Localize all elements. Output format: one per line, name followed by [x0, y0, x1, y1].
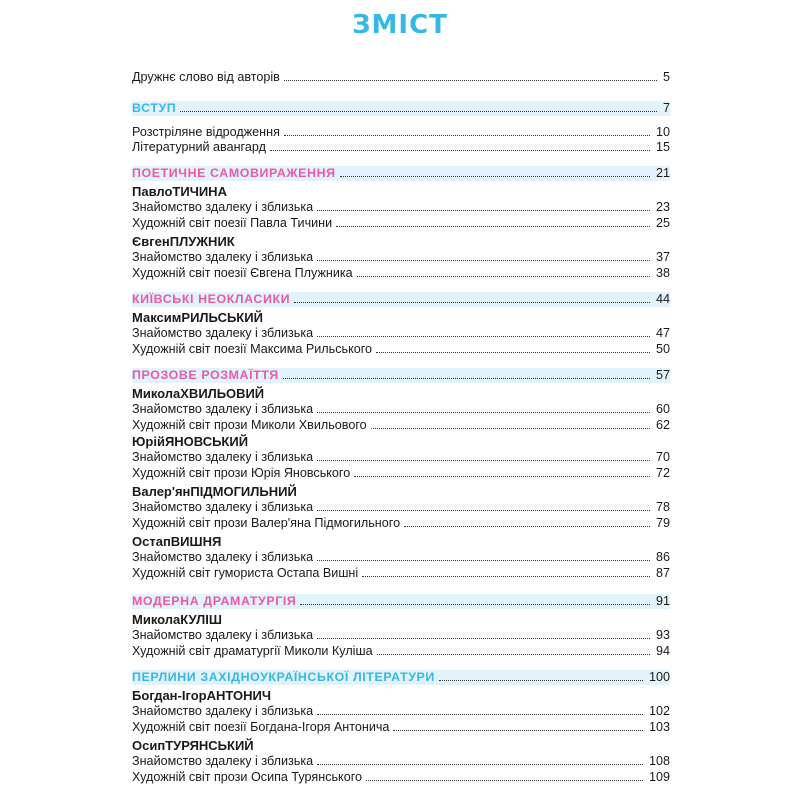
entry-title: Художній світ прози Миколи Хвильового	[132, 418, 367, 432]
section-title: ПРОЗОВЕ РОЗМАЇТТЯ	[132, 368, 279, 382]
dot-leader	[357, 276, 650, 277]
dot-leader	[317, 336, 650, 337]
toc-entry	[132, 566, 670, 581]
author-first-name: Павло	[132, 184, 173, 199]
dot-leader	[317, 764, 643, 765]
toc-section	[132, 166, 670, 181]
page-number: 60	[655, 402, 670, 416]
toc-author	[132, 310, 670, 325]
page-number: 10	[655, 125, 670, 139]
dot-leader	[362, 576, 650, 577]
toc-entry	[132, 516, 670, 531]
toc-author	[132, 612, 670, 627]
dot-leader	[317, 412, 650, 413]
dot-leader	[317, 260, 650, 261]
author-first-name: Євген	[132, 234, 170, 249]
page-number: 25	[655, 216, 670, 230]
page-number: 86	[655, 550, 670, 564]
entry-title: Художній світ поезії Павла Тичини	[132, 216, 333, 230]
toc-entry	[132, 628, 670, 643]
dot-leader	[180, 111, 657, 112]
toc-entry	[132, 140, 670, 155]
page-number: 93	[655, 628, 670, 642]
page-number: 50	[655, 342, 670, 356]
toc-entry	[132, 250, 670, 265]
toc-section	[132, 670, 670, 685]
entry-title: Знайомство здалеку і зблизька	[132, 550, 314, 564]
toc-author	[132, 234, 670, 249]
dot-leader	[284, 80, 657, 81]
dot-leader	[284, 135, 650, 136]
author-last-name: ПІДМОГИЛЬНИЙ	[190, 484, 297, 499]
dot-leader	[317, 510, 650, 511]
entry-title: Знайомство здалеку і зблизька	[132, 754, 314, 768]
author-first-name: Максим	[132, 310, 182, 325]
toc-entry	[132, 644, 670, 659]
author-first-name: Осип	[132, 738, 166, 753]
toc-entry	[132, 754, 670, 769]
entry-title: Знайомство здалеку і зблизька	[132, 450, 314, 464]
dot-leader	[317, 460, 650, 461]
toc-section	[132, 594, 670, 609]
toc-author	[132, 484, 670, 499]
dot-leader	[377, 654, 650, 655]
toc-section	[132, 292, 670, 307]
entry-title: Дружнє слово від авторів	[132, 70, 280, 84]
toc-entry	[132, 200, 670, 215]
page-number: 100	[648, 670, 670, 684]
entry-title: Художній світ прози Осипа Турянського	[132, 770, 363, 784]
dot-leader	[439, 680, 643, 681]
toc-author	[132, 184, 670, 199]
dot-leader	[371, 428, 650, 429]
toc-entry	[132, 216, 670, 231]
entry-title: Знайомство здалеку і зблизька	[132, 628, 314, 642]
toc-entry	[132, 500, 670, 515]
page-number: 7	[662, 101, 670, 115]
toc-section	[132, 101, 670, 116]
entry-title: Художній світ прози Валер'яна Підмогильного	[132, 516, 401, 530]
page-number: 94	[655, 644, 670, 658]
author-last-name: ТУРЯНСЬКИЙ	[165, 738, 254, 753]
toc-entry	[132, 550, 670, 565]
dot-leader	[317, 714, 643, 715]
author-last-name: КУЛІШ	[180, 612, 222, 627]
page-number: 62	[655, 418, 670, 432]
dot-leader	[366, 780, 643, 781]
page-number: 70	[655, 450, 670, 464]
dot-leader	[354, 476, 650, 477]
author-last-name: ВИШНЯ	[170, 534, 222, 549]
author-first-name: Микола	[132, 386, 181, 401]
section-title: ВСТУП	[132, 101, 177, 115]
page-number: 57	[655, 368, 670, 382]
toc-entry	[132, 342, 670, 357]
toc-entry	[132, 125, 670, 140]
entry-title: Художній світ драматургії Миколи Куліша	[132, 644, 373, 658]
page-number: 102	[648, 704, 670, 718]
author-last-name: ТИЧИНА	[172, 184, 227, 199]
entry-title: Художній світ поезії Максима Рильського	[132, 342, 373, 356]
page-number: 91	[655, 594, 670, 608]
dot-leader	[376, 352, 650, 353]
dot-leader	[404, 526, 650, 527]
page-number: 23	[655, 200, 670, 214]
toc-author	[132, 434, 670, 449]
author-first-name: Богдан-Ігор	[132, 688, 207, 703]
entry-title: Знайомство здалеку і зблизька	[132, 402, 314, 416]
page-number: 37	[655, 250, 670, 264]
author-first-name: Юрій	[132, 434, 165, 449]
section-title: ПОЕТИЧНЕ САМОВИРАЖЕННЯ	[132, 166, 336, 180]
entry-title: Художній світ поезії Богдана-Ігоря Антонича	[132, 720, 390, 734]
toc-author	[132, 386, 670, 401]
toc-entry	[132, 418, 670, 433]
page-number: 78	[655, 500, 670, 514]
toc-entry	[132, 770, 670, 785]
page-title: ЗМІСТ	[352, 10, 448, 40]
page-number: 79	[655, 516, 670, 530]
entry-title: Знайомство здалеку і зблизька	[132, 250, 314, 264]
author-last-name: АНТОНИЧ	[206, 688, 271, 703]
author-first-name: Микола	[132, 612, 181, 627]
page-number: 44	[655, 292, 670, 306]
entry-title: Знайомство здалеку і зблизька	[132, 704, 314, 718]
page-number: 109	[648, 770, 670, 784]
toc-entry	[132, 466, 670, 481]
dot-leader	[283, 378, 650, 379]
dot-leader	[336, 226, 650, 227]
page-number: 103	[648, 720, 670, 734]
author-last-name: РИЛЬСЬКИЙ	[181, 310, 263, 325]
page-number: 87	[655, 566, 670, 580]
dot-leader	[340, 176, 650, 177]
toc-entry	[132, 326, 670, 341]
toc-entry	[132, 450, 670, 465]
page-number: 72	[655, 466, 670, 480]
page-number: 108	[648, 754, 670, 768]
page-number: 38	[655, 266, 670, 280]
page-number: 21	[655, 166, 670, 180]
dot-leader	[300, 604, 650, 605]
author-last-name: ПЛУЖНИК	[169, 234, 235, 249]
page-number: 15	[655, 140, 670, 154]
entry-title: Знайомство здалеку і зблизька	[132, 326, 314, 340]
dot-leader	[294, 302, 650, 303]
dot-leader	[317, 210, 650, 211]
entry-title: Художній світ поезії Євгена Плужника	[132, 266, 353, 280]
dot-leader	[270, 150, 650, 151]
entry-title: Розстріляне відродження	[132, 125, 280, 139]
entry-title: Літературний авангард	[132, 140, 266, 154]
dot-leader	[317, 638, 650, 639]
toc-entry	[132, 266, 670, 281]
author-last-name: ХВИЛЬОВИЙ	[180, 386, 265, 401]
toc-entry	[132, 720, 670, 735]
entry-title: Знайомство здалеку і зблизька	[132, 200, 314, 214]
toc-entry	[132, 70, 670, 85]
toc-author	[132, 534, 670, 549]
dot-leader	[317, 560, 650, 561]
toc-entry	[132, 704, 670, 719]
entry-title: Знайомство здалеку і зблизька	[132, 500, 314, 514]
toc-section	[132, 368, 670, 383]
entry-title: Художній світ гумориста Остапа Вишні	[132, 566, 359, 580]
toc-author	[132, 738, 670, 753]
toc-entry	[132, 402, 670, 417]
section-title: ПЕРЛИНИ ЗАХІДНОУКРАЇНСЬКОЇ ЛІТЕРАТУРИ	[132, 670, 435, 684]
author-first-name: Валер'ян	[132, 484, 191, 499]
section-title: МОДЕРНА ДРАМАТУРГІЯ	[132, 594, 297, 608]
entry-title: Художній світ прози Юрія Яновського	[132, 466, 351, 480]
author-last-name: ЯНОВСЬКИЙ	[164, 434, 249, 449]
page-number: 47	[655, 326, 670, 340]
section-title: КИЇВСЬКІ НЕОКЛАСИКИ	[132, 292, 291, 306]
toc-author	[132, 688, 670, 703]
author-first-name: Остап	[132, 534, 171, 549]
page-number: 5	[662, 70, 670, 84]
dot-leader	[393, 730, 643, 731]
